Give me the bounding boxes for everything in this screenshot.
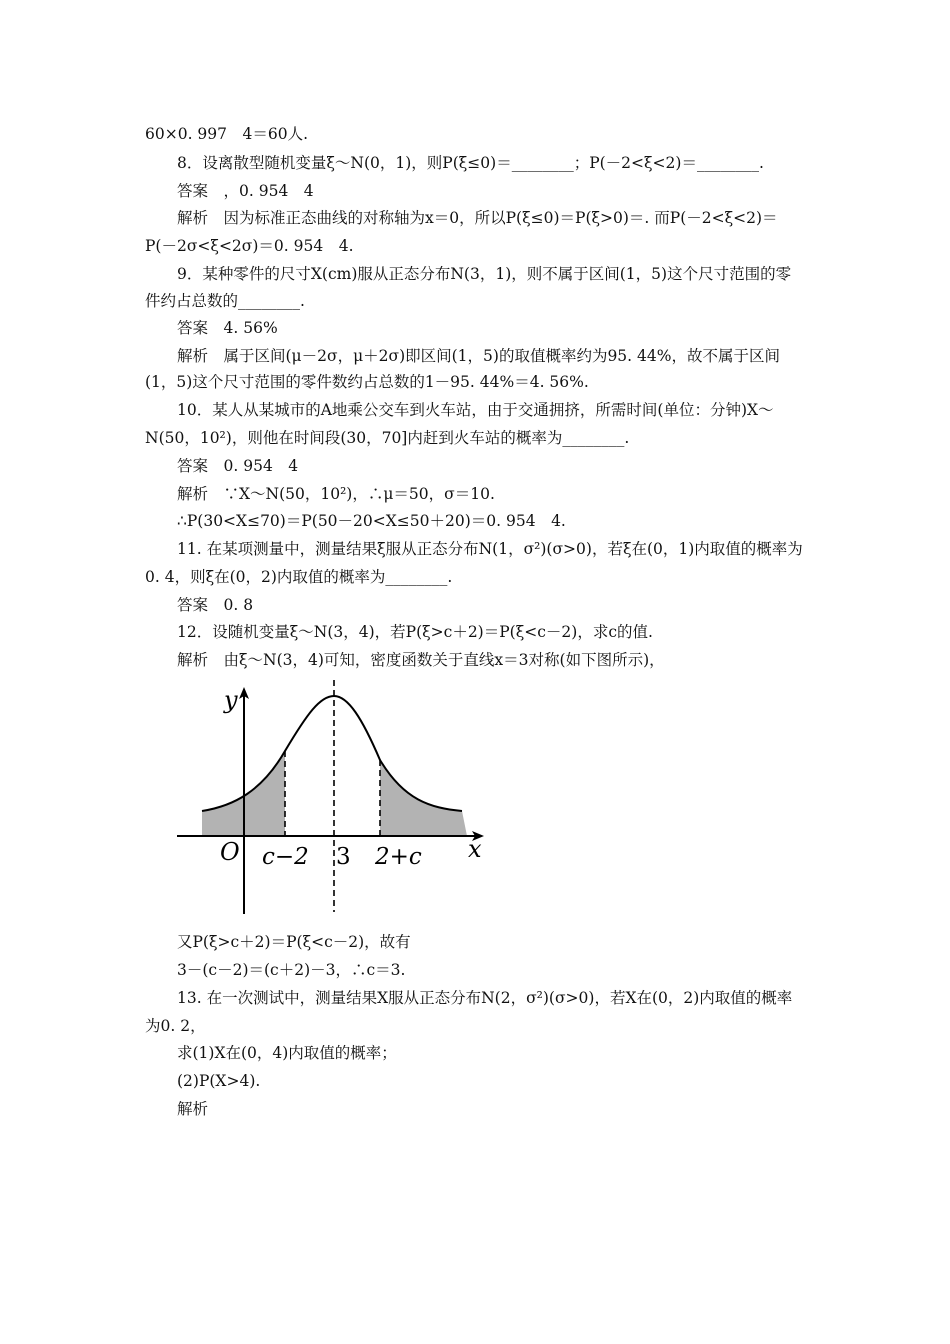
- answer-10: 答案 0. 954 4: [177, 457, 299, 475]
- normal-curve-figure: [172, 678, 490, 914]
- text-line: 60×0. 997 4＝60人.: [145, 125, 309, 143]
- text-line: 又P(ξ>c＋2)＝P(ξ<c－2)，故有: [177, 933, 411, 951]
- y-axis-label: y: [224, 686, 238, 714]
- question-11: 11. 在某项测量中，测量结果ξ服从正态分布N(1，σ²)(σ>0)，若ξ在(0，1)内取值的概率为: [177, 540, 803, 558]
- density-curve: [202, 696, 462, 811]
- x-axis-label: x: [468, 835, 482, 863]
- question-13: 13. 在一次测试中，测量结果X服从正态分布N(2，σ²)(σ>0)，若X在(0，2)内取值的概率: [177, 989, 793, 1007]
- text-line: ∴P(30<X≤70)＝P(50－20<X≤50＋20)＝0. 954 4.: [177, 512, 566, 530]
- text-line: (2)P(X>4).: [177, 1072, 261, 1090]
- solution-10: 解析 ∵X～N(50，10²)，∴μ＝50，σ＝10.: [177, 485, 495, 503]
- text-line: 为0. 2，: [145, 1017, 206, 1035]
- question-8: 8．设离散型随机变量ξ～N(0，1)，则P(ξ≤0)＝________；P(－2<ξ<2)＝________.: [177, 154, 764, 172]
- answer-11: 答案 0. 8: [177, 596, 254, 614]
- question-10: 10．某人从某城市的A地乘公交车到火车站，由于交通拥挤，所需时间(单位：分钟)X～: [177, 401, 774, 419]
- text-line: N(50，10²)，则他在时间段(30，70]内赶到火车站的概率为________.: [145, 429, 630, 447]
- answer-8: 答案 ，0. 954 4: [177, 182, 314, 200]
- tick-label-3: 3: [336, 844, 351, 870]
- text-line: P(－2σ<ξ<2σ)＝0. 954 4.: [145, 237, 354, 255]
- solution-9: 解析 属于区间(μ－2σ，μ＋2σ)即区间(1，5)的取值概率约为95. 44%，故不属于区间: [177, 347, 780, 365]
- solution-12: 解析 由ξ～N(3，4)可知，密度函数关于直线x＝3对称(如下图所示)，: [177, 651, 665, 669]
- right-shaded-region: [380, 760, 467, 836]
- solution-13: 解析: [177, 1100, 209, 1118]
- solution-8: 解析 因为标准正态曲线的对称轴为x＝0，所以P(ξ≤0)＝P(ξ>0)＝. 而P(－2<ξ<2)＝: [177, 209, 778, 227]
- text-line: 件约占总数的________.: [145, 292, 305, 310]
- question-12: 12．设随机变量ξ～N(3，4)，若P(ξ>c＋2)＝P(ξ<c－2)，求c的值.: [177, 623, 653, 641]
- tick-label-2-plus-c: 2+c: [375, 844, 422, 870]
- text-line: 求(1)X在(0，4)内取值的概率；: [177, 1044, 397, 1062]
- origin-label: O: [220, 838, 240, 866]
- question-9: 9．某种零件的尺寸X(cm)服从正态分布N(3，1)，则不属于区间(1，5)这个尺寸范围的零: [177, 265, 792, 283]
- tick-label-c-minus-2: c−2: [262, 844, 309, 870]
- text-line: (1，5)这个尺寸范围的零件数约占总数的1－95. 44%＝4. 56%.: [145, 373, 589, 391]
- text-line: 0. 4，则ξ在(0，2)内取值的概率为________.: [145, 568, 453, 586]
- answer-9: 答案 4. 56%: [177, 319, 278, 337]
- text-line: 3－(c－2)＝(c＋2)－3，∴c＝3.: [177, 961, 406, 979]
